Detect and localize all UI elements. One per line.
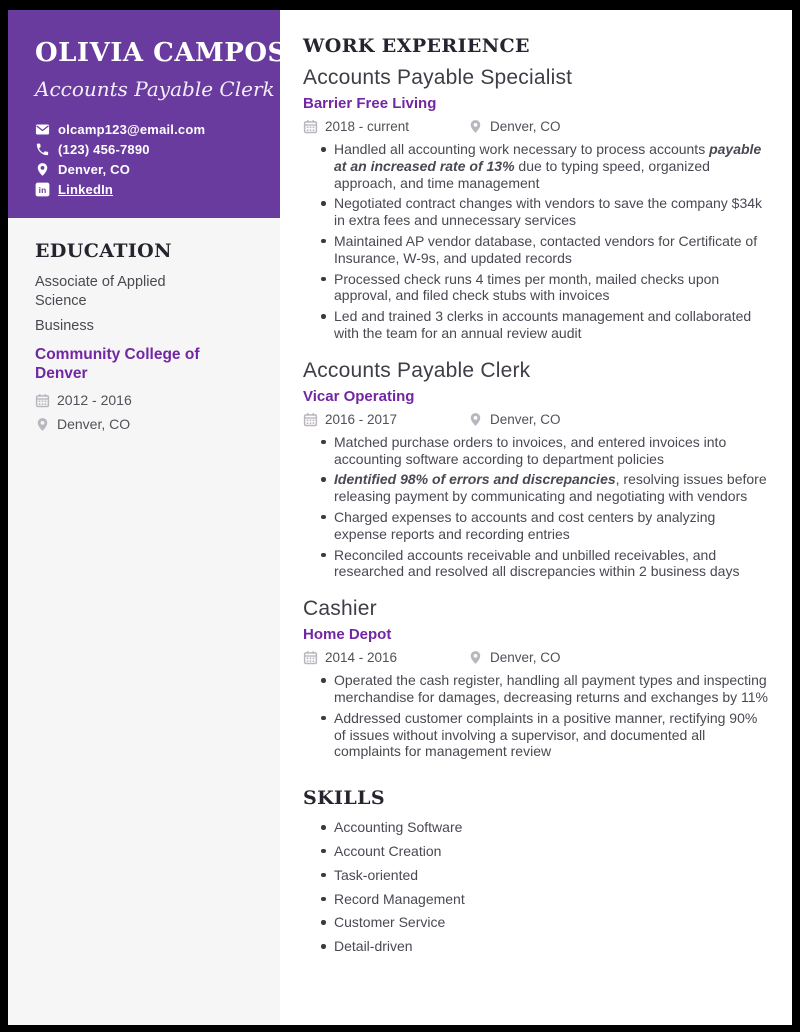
skills-list	[303, 819, 772, 955]
person-name: OLIVIA CAMPOS	[35, 38, 287, 68]
job-dates-group	[303, 650, 468, 665]
bullet-item: Identified 98% of errors and discrepancies, resolving issues before releasing payment by communicating and negotiating with vendors	[334, 471, 772, 505]
bullet-item: Addressed customer complaints in a positive manner, rectifying 90% of issues without involving a supervisor, and documented all complaints for management review	[334, 710, 772, 760]
contact-email-text: olcamp123@email.com	[58, 121, 206, 137]
skills-section	[303, 787, 772, 955]
bullet-item: Maintained AP vendor database, contacted vendors for Certificate of Insurance, W-9s, and updated records	[334, 233, 772, 267]
education-heading: EDUCATION	[35, 240, 172, 262]
job-location-group	[468, 650, 561, 665]
job-bullet-list	[303, 672, 772, 760]
job-entry	[303, 597, 772, 760]
bullet-item: Handled all accounting work necessary to process accounts payable at an increased rate of 13% due to typing speed, organized approach, and time management	[334, 141, 772, 191]
job-dates: 2018 - current	[325, 119, 410, 134]
location-icon	[468, 119, 483, 134]
job-meta-row	[303, 650, 772, 665]
job-location: Denver, CO	[490, 650, 561, 666]
bullet-item: Matched purchase orders to invoices, and entered invoices into accounting software according to department policies	[334, 434, 772, 468]
bullet-item: Operated the cash register, handling all payment types and inspecting merchandise for damages, decreasing returns and exchanges by 11%	[334, 672, 772, 706]
bullet-item: Processed check runs 4 times per month, mailed checks upon approval, and filed check stubs with invoices	[334, 271, 772, 305]
bullet-item: Reconciled accounts receivable and unbilled receivables, and researched and resolved all discrepancies within 2 business days	[334, 547, 772, 581]
job-entry	[303, 359, 772, 580]
education-location: Denver, CO	[57, 416, 131, 433]
location-icon	[468, 650, 483, 665]
skill-item: Account Creation	[334, 843, 772, 860]
linkedin-icon	[35, 182, 50, 197]
job-bullet-list	[303, 141, 772, 342]
location-icon	[468, 412, 483, 427]
phone-icon	[35, 142, 50, 157]
calendar-icon	[303, 119, 318, 134]
contact-location	[35, 162, 264, 177]
skill-item: Record Management	[334, 891, 772, 908]
job-company: Vicar Operating	[303, 387, 415, 405]
job-company: Barrier Free Living	[303, 95, 437, 112]
education-school: Community College of Denver	[35, 345, 200, 383]
job-location: Denver, CO	[490, 411, 561, 427]
calendar-icon	[303, 650, 318, 665]
header-block	[8, 10, 287, 218]
skill-item: Customer Service	[334, 914, 772, 931]
person-headline: Accounts Payable Clerk	[35, 76, 275, 101]
skill-item: Accounting Software	[334, 819, 772, 836]
main-column	[280, 10, 792, 1025]
skill-item: Detail-driven	[334, 938, 772, 955]
job-location-group	[468, 119, 561, 134]
education-location-row	[35, 416, 262, 432]
location-icon	[35, 417, 50, 432]
education-dates-row	[35, 392, 262, 408]
skills-heading: SKILLS	[303, 787, 385, 810]
education-section	[8, 218, 280, 432]
sidebar	[8, 10, 287, 1025]
contact-email	[35, 122, 264, 137]
job-dates: 2014 - 2016	[325, 650, 398, 666]
contact-location-text: Denver, CO	[58, 161, 131, 177]
job-entry	[303, 66, 772, 342]
email-icon	[35, 122, 50, 137]
contact-linkedin[interactable]	[35, 182, 264, 197]
contact-phone	[35, 142, 264, 157]
education-dates: 2012 - 2016	[57, 392, 132, 409]
calendar-icon	[35, 393, 50, 408]
contact-list	[35, 122, 264, 197]
job-meta-row	[303, 119, 772, 134]
bullet-item: Charged expenses to accounts and cost centers by analyzing expense reports and recording entries	[334, 509, 772, 543]
job-title: Accounts Payable Clerk	[303, 358, 531, 382]
education-degree: Associate of Applied Science	[35, 274, 166, 309]
experience-heading: WORK EXPERIENCE	[303, 35, 530, 57]
job-location-group	[468, 412, 561, 427]
bullet-item: Led and trained 3 clerks in accounts management and collaborated with the team for an annual review audit	[334, 308, 772, 342]
job-bullet-list	[303, 434, 772, 580]
job-title: Accounts Payable Specialist	[303, 66, 573, 89]
bullet-item: Negotiated contract changes with vendors to save the company $34k in extra fees and unnecessary services	[334, 195, 772, 229]
calendar-icon	[303, 412, 318, 427]
job-company: Home Depot	[303, 626, 392, 644]
linkedin-link[interactable]: LinkedIn	[58, 181, 114, 197]
location-icon	[35, 162, 50, 177]
job-meta-row	[303, 412, 772, 427]
job-dates-group	[303, 119, 468, 134]
resume-page	[8, 10, 792, 1025]
job-dates: 2016 - 2017	[325, 411, 398, 427]
job-dates-group	[303, 412, 468, 427]
contact-phone-text: (123) 456-7890	[58, 141, 150, 157]
education-field: Business	[35, 318, 94, 335]
job-title: Cashier	[303, 597, 377, 621]
skill-item: Task-oriented	[334, 867, 772, 884]
job-location: Denver, CO	[490, 119, 561, 134]
